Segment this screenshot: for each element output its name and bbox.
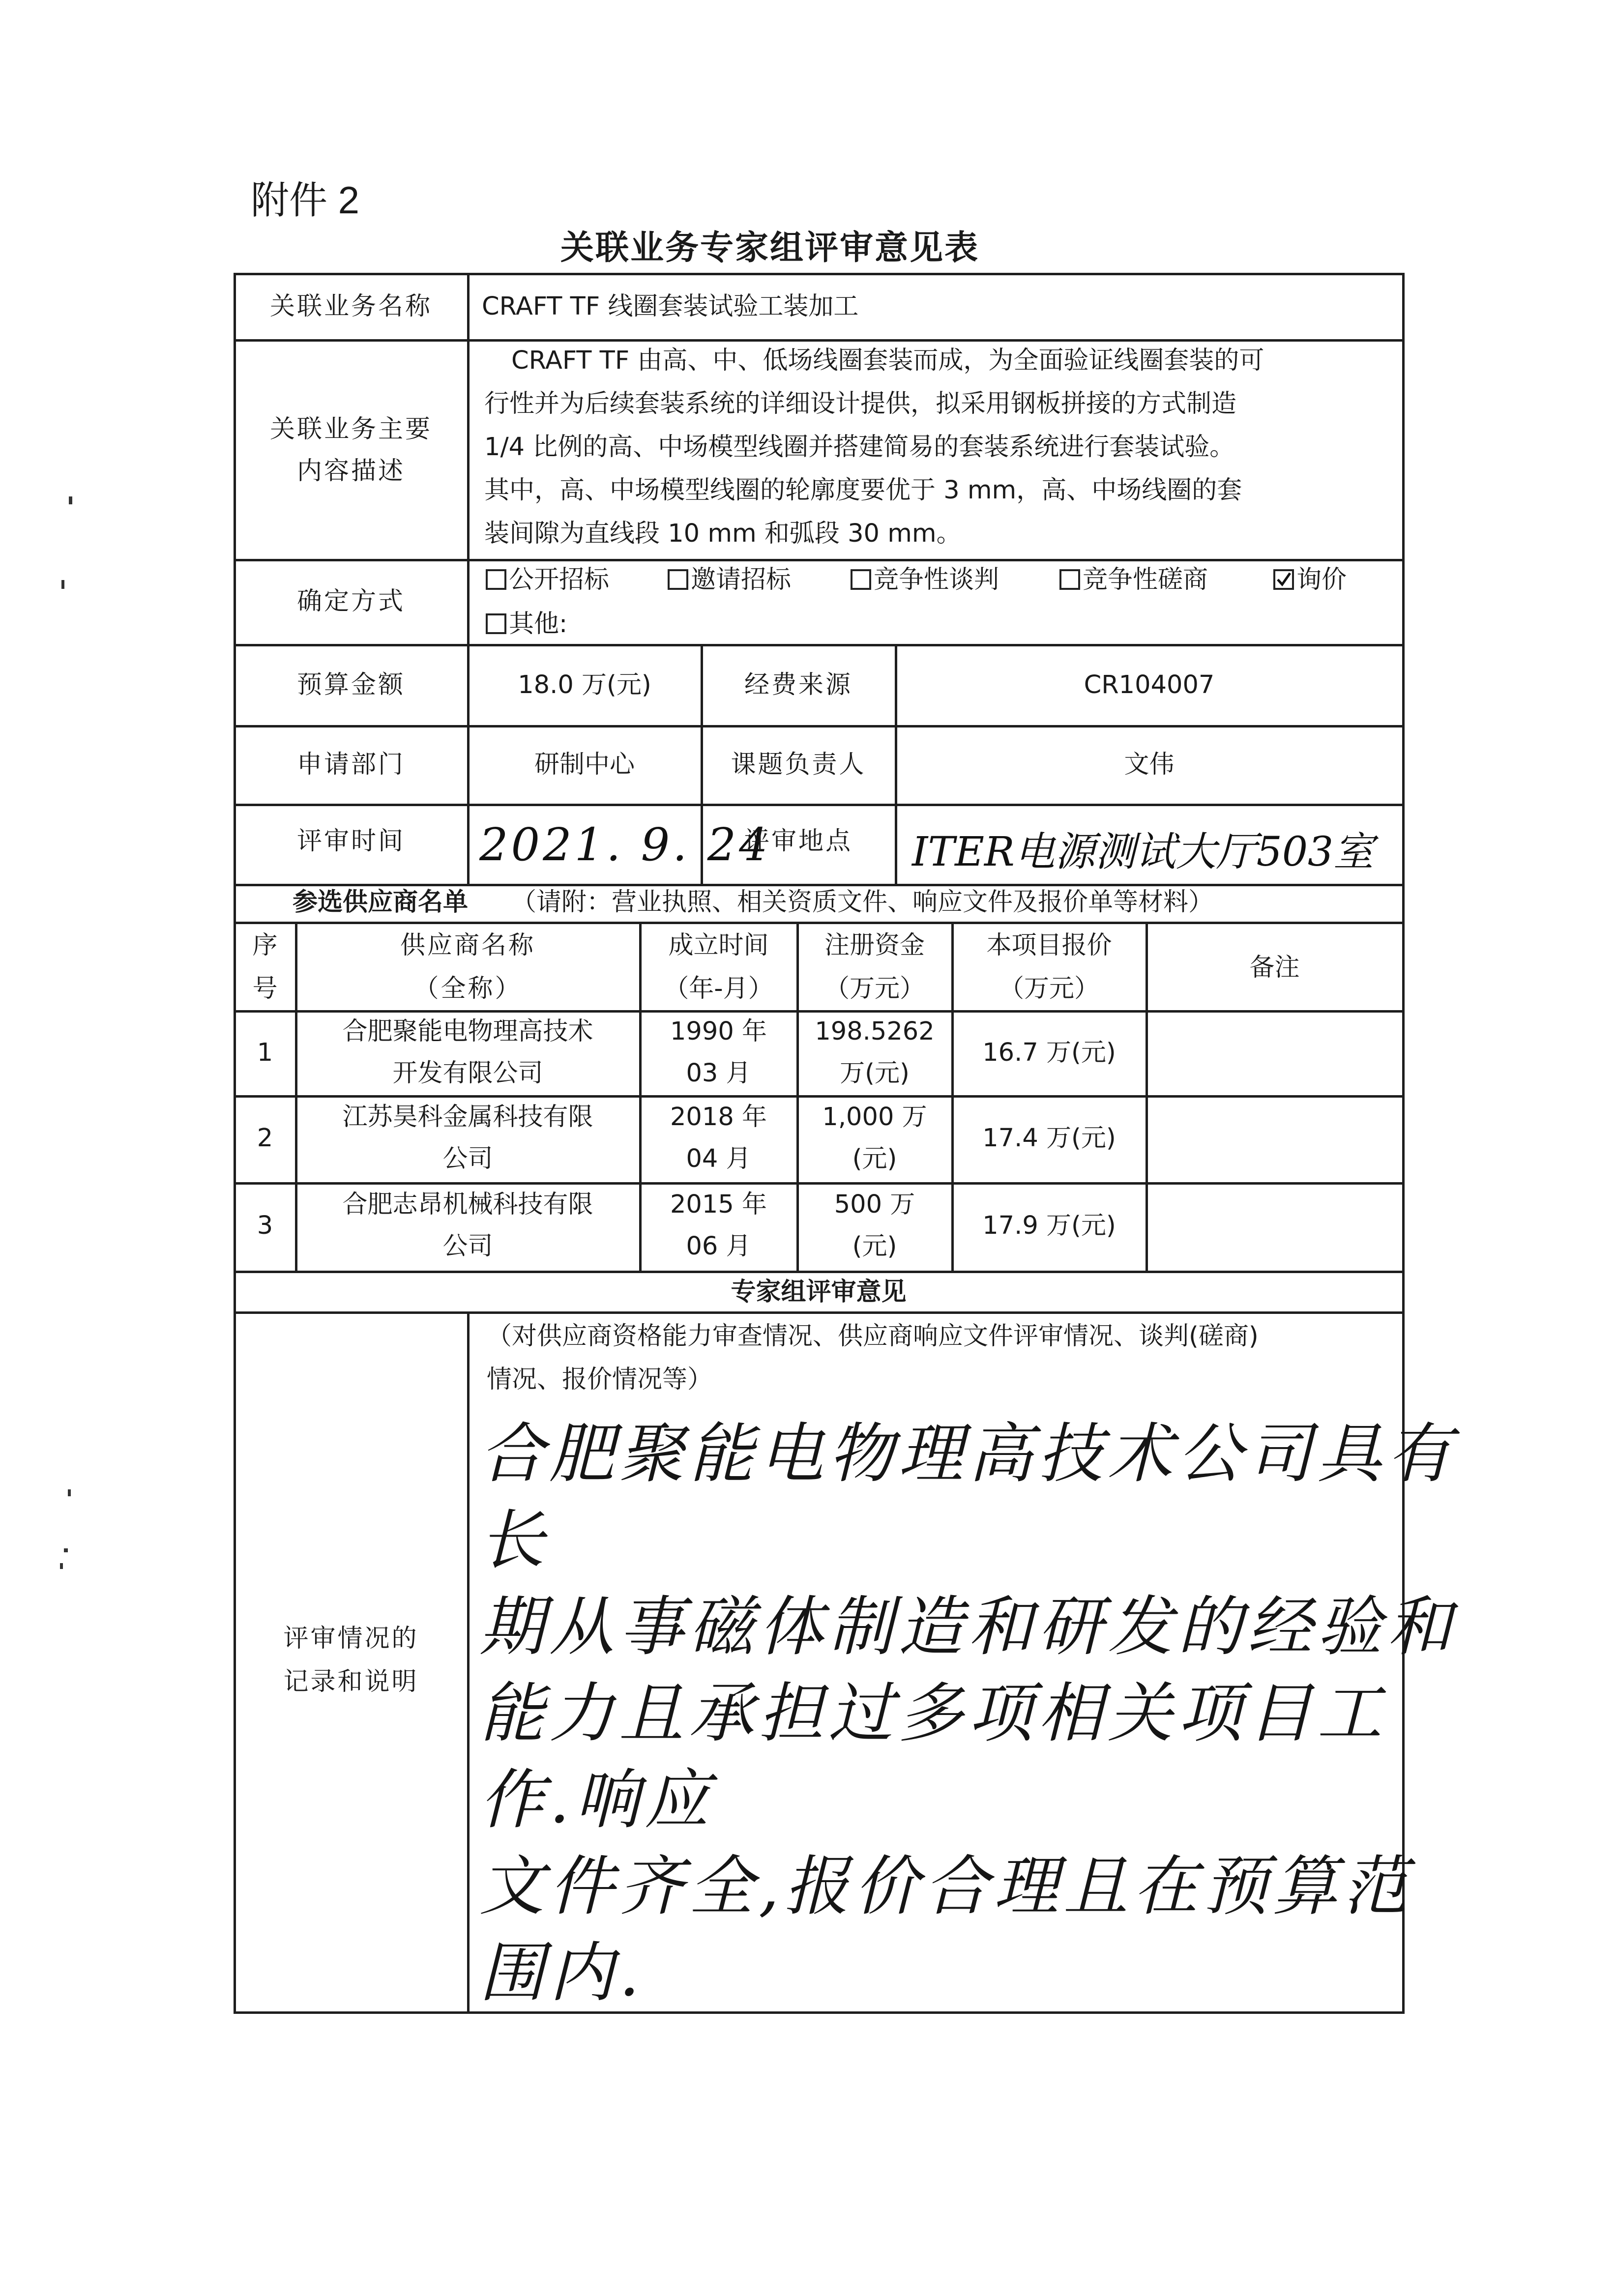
opinion-hint-line2: 情况、报价情况等） [487,1365,713,1394]
budget-label: 预算金额 [296,670,405,699]
description-line: 其中，高、中场模型线圈的轮廓度要优于 3 mm，高、中场线圈的套 [484,476,1242,505]
row-founded-line1: 1990 年 [670,1017,767,1046]
scan-speck [64,1548,68,1552]
review-place-label: 评审地点 [744,827,852,856]
review-time-value: 2021. 9. 24 [479,818,771,871]
business-name-label: 关联业务名称 [269,292,432,321]
row-seq: 3 [257,1211,273,1240]
option-competitive-consultation-label: 竞争性磋商 [1083,565,1208,594]
handwritten-opinion: 合肥聚能电物理高技术公司具有长 期从事磁体制造和研发的经验和 能力且承担过多项相关项目工作.响应 文件齐全,报价合理且在预算范围内. [479,1416,1457,2011]
description-label-line1: 关联业务主要 [269,415,432,444]
header-quote-line2: （万元） [999,974,1099,1003]
header-name-line2: （全称） [413,974,522,1003]
opinion-section-title: 专家组评审意见 [731,1278,907,1307]
checkmark-icon [1275,571,1292,588]
row-founded-line1: 2018 年 [670,1103,767,1132]
department-label: 申请部门 [296,750,405,779]
department-value: 研制中心 [534,750,635,779]
scan-speck [69,496,72,504]
row-seq: 1 [257,1038,273,1067]
row-seq: 2 [257,1124,273,1153]
opinion-label-line1: 评审情况的 [283,1624,419,1653]
option-competitive-negotiation-label: 竞争性谈判 [874,565,999,594]
header-capital-line2: （万元） [824,974,925,1003]
row-founded-line2: 03 月 [686,1059,751,1088]
checkbox-open-tender[interactable] [486,569,506,590]
checkbox-competitive-consultation[interactable] [1059,569,1080,590]
header-founded-line1: 成立时间 [668,931,769,960]
row-capital-line1: 500 万 [834,1190,915,1219]
review-place-value: ITER电源测试大厅503室 [912,829,1374,875]
scan-speck [68,1489,71,1496]
header-capital-line1: 注册资金 [824,931,925,960]
checkbox-invited-tender[interactable] [668,569,688,590]
fund-source-value: CR104007 [1084,670,1215,699]
project-leader-label: 课题负责人 [731,750,866,779]
option-invited-tender-label: 邀请招标 [691,565,792,594]
row-capital-line1: 1,000 万 [822,1103,927,1132]
header-name-line1: 供应商名称 [400,931,535,960]
description-line: 行性并为后续套装系统的详细设计提供，拟采用钢板拼接的方式制造 [484,389,1237,418]
option-other-label: 其他: [509,610,568,639]
form-title: 关联业务专家组评审意见表 [560,229,980,267]
checkbox-inquiry[interactable] [1273,569,1294,590]
project-leader-value: 文伟 [1124,750,1175,779]
scan-speck [60,1563,63,1569]
row-founded-line2: 06 月 [686,1232,751,1261]
row-capital-line2: (元) [852,1144,897,1173]
row-name-line1: 江苏昊科金属科技有限 [342,1103,593,1132]
checkbox-competitive-negotiation[interactable] [851,569,871,590]
row-name-line2: 公司 [442,1144,493,1173]
description-line: 装间隙为直线段 10 mm 和弧段 30 mm。 [484,519,962,548]
row-quote: 16.7 万(元) [982,1038,1116,1067]
header-seq-line2: 号 [252,974,278,1003]
attachment-label: 附件 2 [251,178,360,222]
opinion-hint-line1: （对供应商资格能力审查情况、供应商响应文件评审情况、谈判(磋商) [487,1322,1259,1351]
supplier-section-title: 参选供应商名单 [293,888,469,917]
row-founded-line1: 2015 年 [670,1190,767,1219]
header-quote-line1: 本项目报价 [986,931,1112,960]
checkbox-other[interactable] [486,613,506,634]
method-label: 确定方式 [296,587,405,616]
header-founded-line2: （年-月） [664,974,773,1003]
business-name-value: CRAFT TF 线圈套装试验工装加工 [482,292,859,321]
row-name-line1: 合肥志昂机械科技有限 [342,1190,593,1219]
option-inquiry-label: 询价 [1296,565,1347,594]
row-quote: 17.9 万(元) [982,1211,1116,1240]
header-remark: 备注 [1249,953,1300,982]
row-capital-line2: (元) [852,1232,897,1261]
description-label-line2: 内容描述 [296,457,405,486]
review-time-label: 评审时间 [296,827,405,856]
description-line: 1/4 比例的高、中场模型线圈并搭建简易的套装系统进行套装试验。 [484,433,1235,462]
row-capital-line1: 198.5262 [815,1017,935,1046]
row-quote: 17.4 万(元) [982,1124,1116,1153]
row-name-line1: 合肥聚能电物理高技术 [342,1017,593,1046]
fund-source-label: 经费来源 [744,670,852,699]
row-capital-line2: 万(元) [840,1059,910,1088]
row-founded-line2: 04 月 [686,1144,751,1173]
opinion-label-line2: 记录和说明 [283,1667,419,1696]
supplier-section-note: （请附：营业执照、相关资质文件、响应文件及报价单等材料） [511,888,1214,917]
row-name-line2: 开发有限公司 [392,1059,543,1088]
option-open-tender-label: 公开招标 [509,565,610,594]
row-name-line2: 公司 [442,1232,493,1261]
description-line: CRAFT TF 由高、中、低场线圈套装而成，为全面验证线圈套装的可 [511,346,1264,375]
budget-value: 18.0 万(元) [518,670,651,699]
scan-speck [61,580,64,589]
header-seq-line1: 序 [252,931,278,960]
